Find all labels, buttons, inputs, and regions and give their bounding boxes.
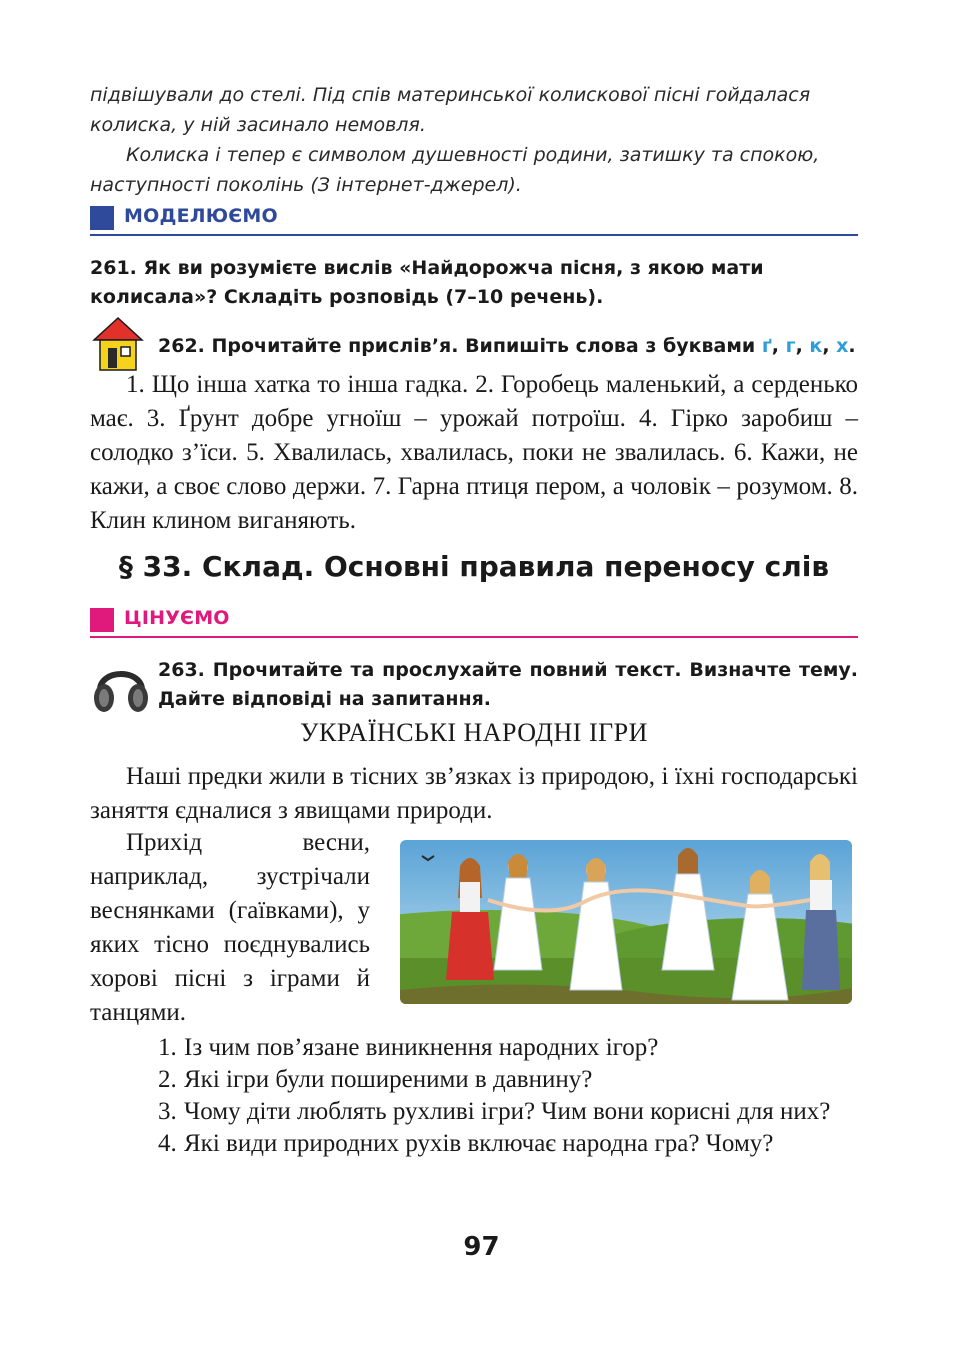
section-header-model — [90, 202, 858, 236]
question-text: Чому діти люблять рухливі ігри? Чим вони корисні для них? — [184, 1098, 831, 1125]
task-263: 263. Прочитайте та прослухайте повний текст. Визначте тему. Дайте відповіді на запитання. — [158, 659, 858, 710]
section-header-value — [90, 604, 858, 638]
question-number: 3. — [158, 1098, 177, 1125]
question-item — [158, 1064, 858, 1096]
letter-sep: , — [795, 335, 810, 357]
paragraph-title: § 33. Склад. Основні правила переносу слів — [118, 550, 830, 583]
question-number: 4. — [158, 1130, 177, 1157]
letter-kh: х — [836, 335, 849, 357]
task-262-text: 262. Прочитайте прислів’я. Випишіть слова з буквами — [158, 335, 762, 357]
question-number: 1. — [158, 1034, 177, 1061]
questions-list — [158, 1032, 858, 1160]
text-paragraph-1: Наші предки жили в тісних зв’язках із природою, і їхні господарські заняття єдналися з явищами природи. — [90, 763, 858, 824]
page-number: 97 — [463, 1232, 500, 1262]
question-item — [158, 1128, 858, 1160]
house-icon — [92, 316, 144, 372]
letter-sep: , — [771, 335, 786, 357]
letter-k: к — [809, 335, 823, 357]
intro-text — [90, 80, 858, 200]
round-dance-illustration — [400, 840, 852, 1004]
section-rule — [90, 234, 858, 236]
section-label: ЦІНУЄМО — [124, 607, 230, 629]
letter-h: г — [785, 335, 796, 357]
section-square-icon — [90, 608, 114, 632]
intro-line-1: підвішували до стелі. Під спів материнської колискової пісні гойдалася колиска, у ній засинало немовля. — [90, 84, 811, 136]
question-text: Які ігри були поширеними в давнину? — [184, 1066, 593, 1093]
section-label: МОДЕЛЮЄМО — [124, 205, 278, 227]
section-square-icon — [90, 206, 114, 230]
question-text: Із чим пов’язане виникнення народних ігор? — [184, 1034, 659, 1061]
headphones-icon — [90, 656, 152, 716]
proverbs-text: 1. Що інша хатка то інша гадка. 2. Горобець маленький, а серденько має. 3. Ґрунт добре угноїш – урожай потроїш. 4. Гірко заробиш – солодко з’їси. 5. Хвалилась, хвалилась, поки не звалилась. 6. Кажи, не кажи, а своє слово держи. 7. Гарна птиця пером, а чоловік – розумом. 8. Клин клином виганяють. — [90, 371, 858, 534]
question-number: 2. — [158, 1066, 177, 1093]
letter-sep: , — [822, 335, 837, 357]
task-262 — [158, 332, 858, 361]
letter-g-upturn: ґ — [761, 335, 772, 357]
intro-line-2: Колиска і тепер є символом душевності родини, затишку та спокою, наступності поколінь (З інтернет-джерел). — [90, 144, 820, 196]
task-261: 261. Як ви розумієте вислів «Найдорожча пісня, з якою мати колисала»? Складіть розповідь (7–10 речень). — [90, 257, 764, 308]
text-title: УКРАЇНСЬКІ НАРОДНІ ІГРИ — [300, 718, 648, 747]
question-item — [158, 1096, 858, 1128]
text-paragraph-2: Прихід весни, наприклад, зустрічали веснянками (гаївками), у яких тісно поєднувались хорові пісні з іграми й танцями. — [90, 829, 370, 1026]
task-262-end: . — [848, 335, 856, 357]
question-item — [158, 1032, 858, 1064]
question-text: Які види природних рухів включає народна гра? Чому? — [184, 1130, 774, 1157]
section-rule — [90, 636, 858, 638]
